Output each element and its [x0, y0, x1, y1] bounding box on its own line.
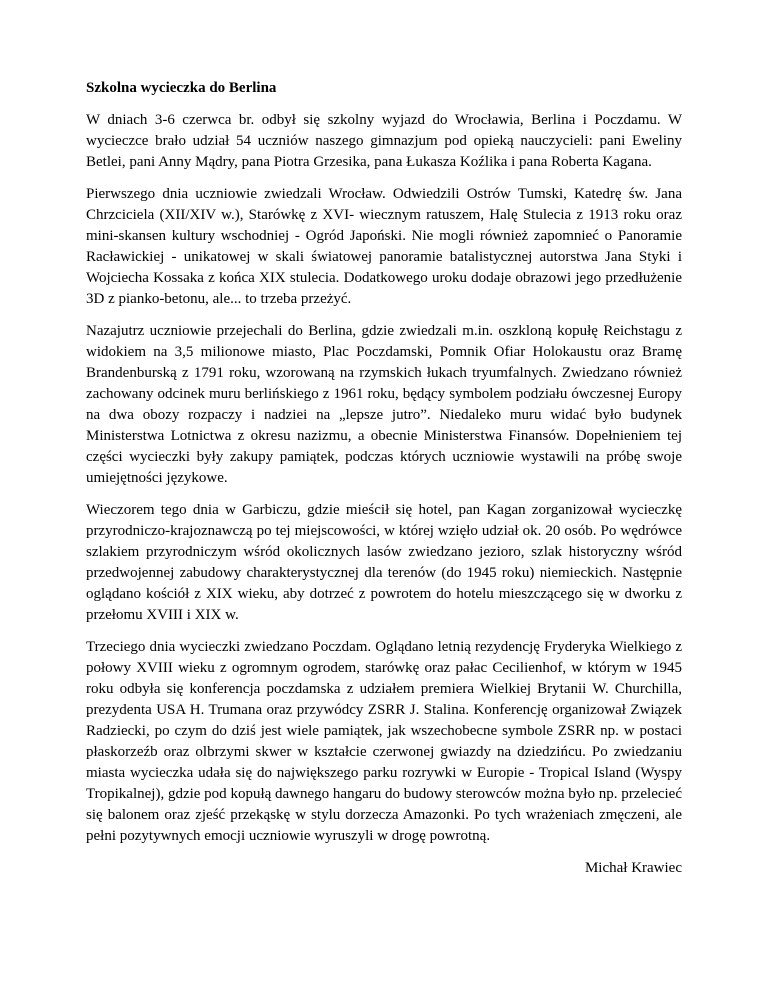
document-title: Szkolna wycieczka do Berlina: [86, 80, 277, 96]
paragraph-wroclaw: Pierwszego dnia uczniowie zwiedzali Wrocław. Odwiedzili Ostrów Tumski, Katedrę św. Jana Chrzciciela (XII/XIV w.), Starówkę z XVI- wiecznym ratuszem, Halę Stulecia z 1913 roku oraz mini-skansen kultury wschodniej - Ogród Japoński. Nie mogli również zapomnieć o Panoramie Racławickiej - unikatowej w skali światowej panoramie batalistycznej autorstwa Jana Styki i Wojciecha Kossaka z końca XIX stulecia. Dodatkowego uroku dodaje obrazowi jego przedłużenie 3D z pianko-betonu, ale... to trzeba przeżyć.: [86, 186, 682, 307]
paragraph-intro: W dniach 3-6 czerwca br. odbył się szkolny wyjazd do Wrocławia, Berlina i Poczdamu. W wycieczce brało udział 54 uczniów naszego gimnazjum pod opieką nauczycieli: pani Eweliny Betlei, pani Anny Mądry, pana Piotra Grzesika, pana Łukasza Koźlika i pana Roberta Kagana.: [86, 112, 682, 170]
paragraph-garbicz: Wieczorem tego dnia w Garbiczu, gdzie mieścił się hotel, pan Kagan zorganizował wycieczkę przyrodniczo-krajoznawczą po tej miejscowości, w której wzięło udział ok. 20 osób. Po wędrówce szlakiem przyrodniczym wśród okolicznych lasów zwiedzano jezioro, szlak historyczny wśród przedwojennej zabudowy charakterystycznej dla terenów (do 1945 roku) niemieckich. Następnie oglądano kościół z XIX wieku, aby dotrzeć z powrotem do hotelu mieszczącego się w dworku z przełomu XVIII i XIX w.: [86, 502, 682, 623]
document-page: [86, 78, 682, 879]
paragraph-poczdam: Trzeciego dnia wycieczki zwiedzano Poczdam. Oglądano letnią rezydencję Fryderyka Wielkiego z połowy XVIII wieku z ogromnym ogrodem, starówkę oraz pałac Cecilienhof, w którym w 1945 roku odbyła się konferencja poczdamska z udziałem premiera Wielkiej Brytanii W. Churchilla, prezydenta USA H. Trumana oraz przywódcy ZSRR J. Stalina. Konferencję organizował Związek Radziecki, po czym do dziś jest wiele pamiątek, jak wszechobecne symbole ZSRR np. w postaci płaskorzeźb oraz olbrzymi skwer w kształcie czerwonej gwiazdy na dziedzińcu. Po zwiedzaniu miasta wycieczka udała się do największego parku rozrywki w Europie - Tropical Island (Wyspy Tropikalnej), gdzie pod kopułą dawnego hangaru do budowy sterowców można było np. przelecieć się balonem oraz zjeść przekąskę w stylu dorzecza Amazonki. Po tych wrażeniach zmęczeni, ale pełni pozytywnych emocji uczniowie wyruszyli w drogę powrotną.: [86, 639, 682, 844]
paragraph-berlin: Nazajutrz uczniowie przejechali do Berlina, gdzie zwiedzali m.in. oszkloną kopułę Reichstagu z widokiem na 3,5 milionowe miasto, Plac Poczdamski, Pomnik Ofiar Holokaustu oraz Bramę Brandenburską z 1791 roku, wzorowaną na rzymskich łukach tryumfalnych. Zwiedzano również zachowany odcinek muru berlińskiego z 1961 roku, będący symbolem podziału ówczesnej Europy na dwa obozy rozpaczy i nadziei na „lepsze jutro”. Niedaleko muru widać było budynek Ministerstwa Lotnictwa z okresu nazizmu, a obecnie Ministerstwa Finansów. Dopełnieniem tej części wycieczki były zakupy pamiątek, podczas których uczniowie wystawili na próbę swoje umiejętności językowe.: [86, 323, 682, 486]
author-signature: Michał Krawiec: [584, 860, 682, 876]
